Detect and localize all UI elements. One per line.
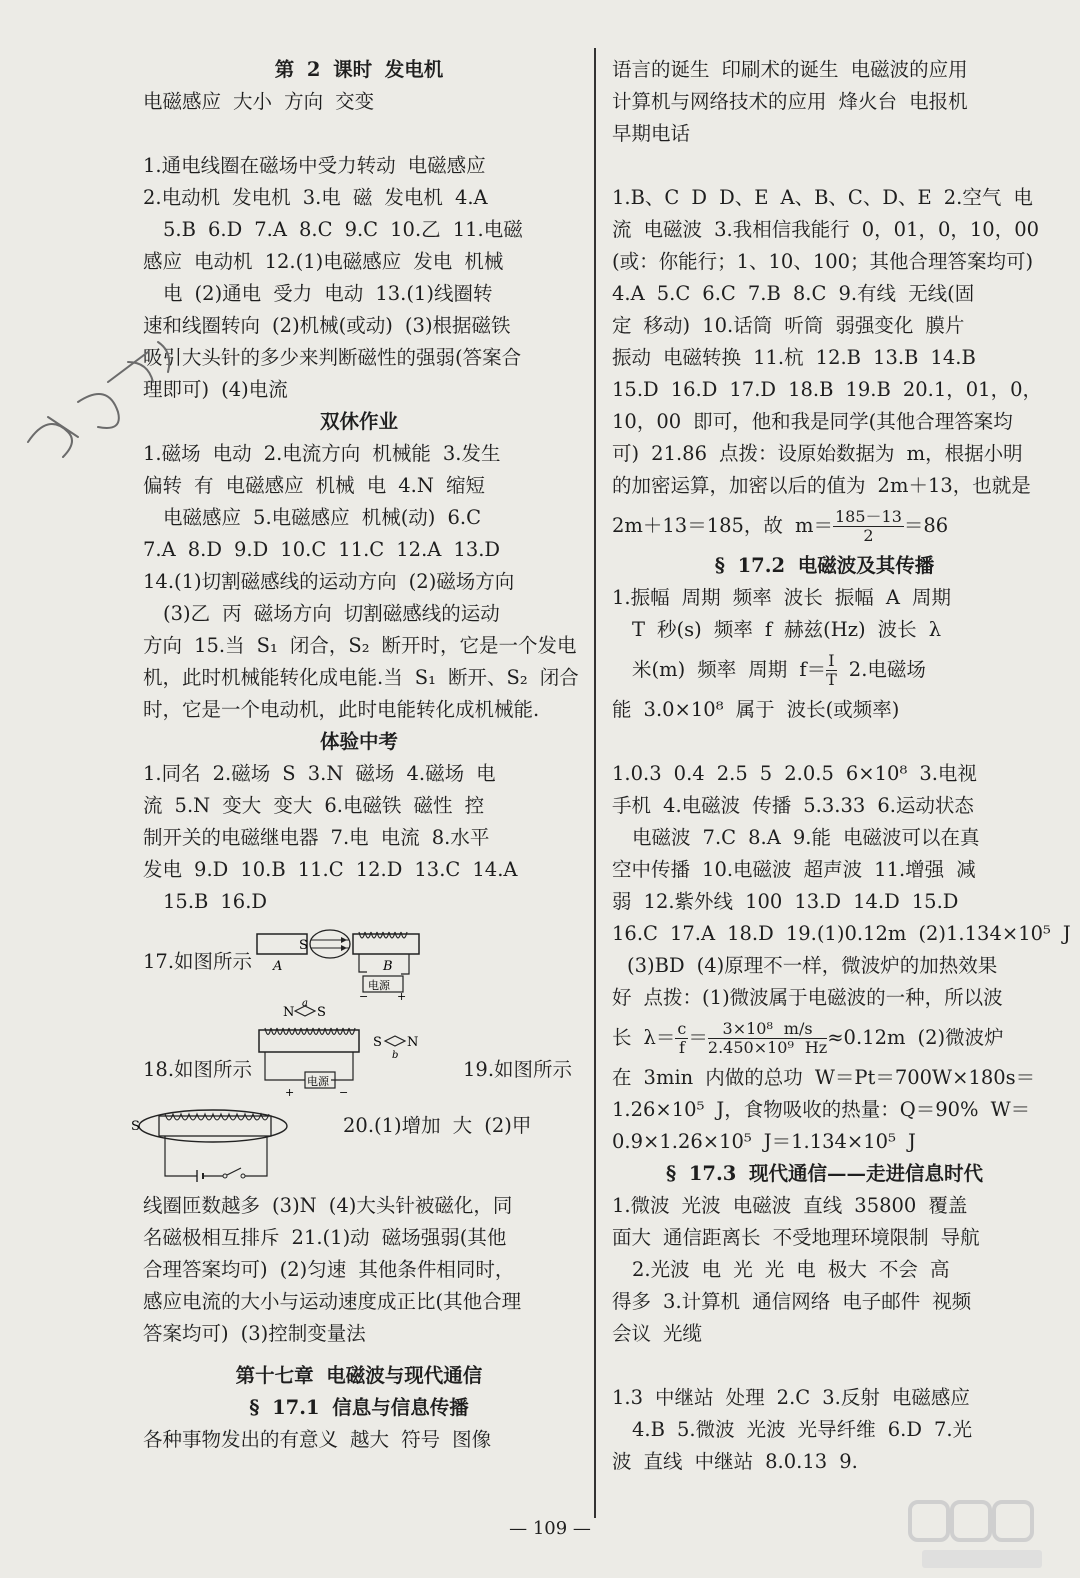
answer-line: 各种事物发出的有意义 越大 符号 图像 [143,1428,492,1451]
answer-line: 1.0.3 0.4 2.5 5 2.0.5 6×10⁸ 3.电视 [612,762,977,785]
answer-line: 手机 4.电磁波 传播 5.3.33 6.运动状态 [612,794,974,817]
answer-line: 在 3min 内做的总功 W＝Pt＝700W×180s＝ [612,1066,1036,1089]
page-number: — 109 — [509,1518,591,1539]
svg-text:+: + [285,1086,295,1099]
formula-line: 米(m) 频率 周期 f＝ $\frac{I}{T}$ 2.电磁场 [632,651,926,689]
answer-line: 速和线圈转向 (2)机械(或动) (3)根据磁铁 [143,314,511,337]
answer-line: 感应 电动机 12.(1)电磁感应 发电 机械 [143,250,504,273]
answer-line: 1.同名 2.磁场 S 3.N 磁场 4.磁场 电 [143,762,496,785]
answer-line: 10，00 即可，他和我是同学(其他合理答案均 [612,410,1013,433]
svg-text:b: b [392,1050,399,1061]
answer-line: 5.B 6.D 7.A 8.C 9.C 10.乙 11.电磁 [163,218,523,241]
answer-line: 2.电动机 发电机 3.电 磁 发电机 4.A [143,186,488,209]
answer-line: 电磁感应 大小 方向 交变 [143,90,375,113]
figure-caption: 18.如图所示 [143,1058,253,1081]
label-power: 电源 [368,979,390,992]
lesson-title: 第 2 课时 发电机 [274,58,444,81]
answer-line: 电 (2)通电 受力 电动 13.(1)线圈转 [163,282,493,305]
answer-line: 面大 通信距离长 不受地理环境限制 导航 [612,1226,980,1249]
answer-line: 得多 3.计算机 通信网络 电子邮件 视频 [612,1290,972,1313]
answer-line: 空中传播 10.电磁波 超声波 11.增强 减 [612,858,976,881]
answer-line: 发电 9.D 10.B 11.C 12.D 13.C 14.A [143,858,518,881]
svg-text:S: S [131,1119,140,1134]
fraction: $\frac{c}{f}$ [677,1019,687,1057]
electromagnet-compass-diagram [255,1000,465,1100]
svg-text:−: − [359,990,369,1000]
answer-line: 时，它是一个电动机，此时电能转化成机械能. [143,698,540,721]
answer-line: (3)BD (4)原理不一样，微波炉的加热效果 [627,954,998,977]
column-divider [594,48,596,1518]
fraction: $\frac{185-13}{2}$ [834,507,902,545]
section-heading-17-3: § 17.3 现代通信——走进信息时代 [666,1162,983,1185]
answer-line: 流 5.N 变大 变大 6.电磁铁 磁性 控 [143,794,485,817]
svg-text:+: + [397,990,407,1000]
answer-line: (或：你能行；1、10、100；其他合理答案均可) [612,250,1034,273]
answer-line: 1.微波 光波 电磁波 直线 35800 覆盖 [612,1194,968,1217]
svg-text:−: − [339,1086,349,1099]
answer-line: 制开关的电磁继电器 7.电 电流 8.水平 [143,826,490,849]
answer-line: 电磁感应 5.电磁感应 机械(动) 6.C [163,506,481,529]
section-heading-17-1: § 17.1 信息与信息传播 [249,1396,469,1419]
svg-text:N: N [283,1005,295,1020]
answer-line: 语言的诞生 印刷术的诞生 电磁波的应用 [612,58,968,81]
answer-line: 14.(1)切割磁感线的运动方向 (2)磁场方向 [143,570,515,593]
label-A: A [273,959,283,974]
answer-line: 偏转 有 电磁感应 机械 电 4.N 缩短 [143,474,485,497]
answer-line: 4.B 5.微波 光波 光导纤维 6.D 7.光 [632,1418,973,1441]
answer-line: 7.A 8.D 9.D 10.C 11.C 12.A 13.D [143,538,501,561]
answer-line: 0.9×1.26×10⁵ J＝1.134×10⁵ J [612,1130,916,1153]
answer-line: 振动 电磁转换 11.杭 12.B 13.B 14.B [612,346,976,369]
answer-line: 电磁波 7.C 8.A 9.能 电磁波可以在真 [632,826,980,849]
answer-line: 波 直线 中继站 8.0.13 9. [612,1450,858,1473]
section-heading-weekend-homework: 双休作业 [319,410,398,433]
answer-line: 1.26×10⁵ J，食物吸收的热量：Q＝90% W＝ [612,1098,1031,1121]
svg-text:a: a [302,1000,308,1009]
figure-caption: 17.如图所示 [143,950,253,973]
answer-line: 15.D 16.D 17.D 18.B 19.B 20.1，01，0， [612,378,1042,401]
section-heading-exam-practice: 体验中考 [319,730,398,753]
answer-line: 线圈匝数越多 (3)N (4)大头针被磁化，同 [143,1194,513,1217]
answer-line: 能 3.0×10⁸ 属于 波长(或频率) [612,698,900,721]
answer-line: 可) 21.86 点拨：设原始数据为 m，根据小明 [612,442,1023,465]
answer-line: 16.C 17.A 18.D 19.(1)0.12m (2)1.134×10⁵ J [612,922,1071,945]
label-S: S [299,938,308,953]
answer-line: 早期电话 [612,122,691,145]
answer-line: 方向 15.当 S₁ 闭合，S₂ 断开时，它是一个发电 [143,634,577,657]
answer-line: 1.振幅 周期 频率 波长 振幅 A 周期 [612,586,951,609]
fraction: $\frac{I}{T}$ [826,651,837,689]
watermark-logo [902,1494,1072,1574]
label-B: B [383,959,393,974]
right-column [612,54,1071,1478]
figure-q18-q19 [143,1000,575,1100]
svg-text:S: S [317,1005,326,1020]
answer-line: T 秒(s) 频率 f 赫兹(Hz) 波长 λ [632,618,942,641]
ring-coil-diagram [131,1100,341,1190]
svg-text:S: S [373,1035,382,1050]
answer-line: 机，此时机械能转化成电能.当 S₁ 断开、S₂ 闭合 [143,666,579,689]
answer-line: 1.B、C D D、E A、B、C、D、E 2.空气 电 [612,186,1033,209]
magnet-coil-diagram [255,918,435,1000]
answer-line: 弱 12.紫外线 100 13.D 14.D 15.D [612,890,959,913]
answer-line: 15.B 16.D [163,890,268,913]
figure-caption: 19.如图所示 [463,1058,573,1081]
svg-text:N: N [407,1035,419,1050]
left-column [131,54,579,1456]
answer-line: 吸引大头针的多少来判断磁性的强弱(答案合 [143,346,522,369]
answer-line: 好 点拨：(1)微波属于电磁波的一种，所以波 [612,986,1003,1009]
answer-line: 感应电流的大小与运动速度成正比(其他合理 [143,1290,522,1313]
figure-q17 [143,918,575,1000]
answer-line: 名磁极相互排斥 21.(1)动 磁场强弱(其他 [143,1226,507,1249]
answer-line: 合理答案均可) (2)匀速 其他条件相同时， [143,1258,515,1281]
answer-line: 理即可) (4)电流 [143,378,288,401]
fraction: $\frac{\text{3×10⁸ m/s}}{\text{2.450×10⁹ Hz}}$ [707,1019,828,1057]
answer-line: 1.3 中继站 处理 2.C 3.反射 电磁感应 [612,1386,970,1409]
svg-text:电源: 电源 [307,1075,329,1088]
answer-line: 流 电磁波 3.我相信我能行 0，01，0，10，00 [612,218,1040,241]
formula-line: 长 λ＝ $\frac{c}{f}$ ＝ $\frac{\text{3×10⁸ m/s}}{\text{2.450×10⁹ Hz}}$ ≈0.12m (2)微波炉 [612,1019,1004,1057]
answer-line: 2.光波 电 光 光 电 极大 不会 高 [632,1258,950,1281]
pencil-scribble [18,322,198,472]
answer-line: (3)乙 丙 磁场方向 切割磁感线的运动 [163,602,500,625]
chapter-title: 第十七章 电磁波与现代通信 [235,1364,483,1387]
answer-line: 定 移动) 10.话筒 听筒 弱强变化 膜片 [612,314,965,337]
answer-line: 的加密运算，加密以后的值为 2m＋13，也就是 [612,474,1031,497]
answer-line: 1.通电线圈在磁场中受力转动 电磁感应 [143,154,486,177]
section-heading-17-2: § 17.2 电磁波及其传播 [714,554,935,577]
answer-line: 计算机与网络技术的应用 烽火台 电报机 [612,90,968,113]
answer-line: 1.磁场 电动 2.电流方向 机械能 3.发生 [143,442,501,465]
figure-q20 [131,1100,575,1190]
answer-line: 答案均可) (3)控制变量法 [143,1322,366,1345]
answer-line: 20.(1)增加 大 (2)甲 [343,1114,532,1137]
answer-line: 4.A 5.C 6.C 7.B 8.C 9.有线 无线(固 [612,282,975,305]
formula-line: 2m＋13＝185，故 m＝ $\frac{185-13}{2}$ ＝86 [612,507,949,545]
answer-line: 会议 光缆 [612,1322,703,1345]
